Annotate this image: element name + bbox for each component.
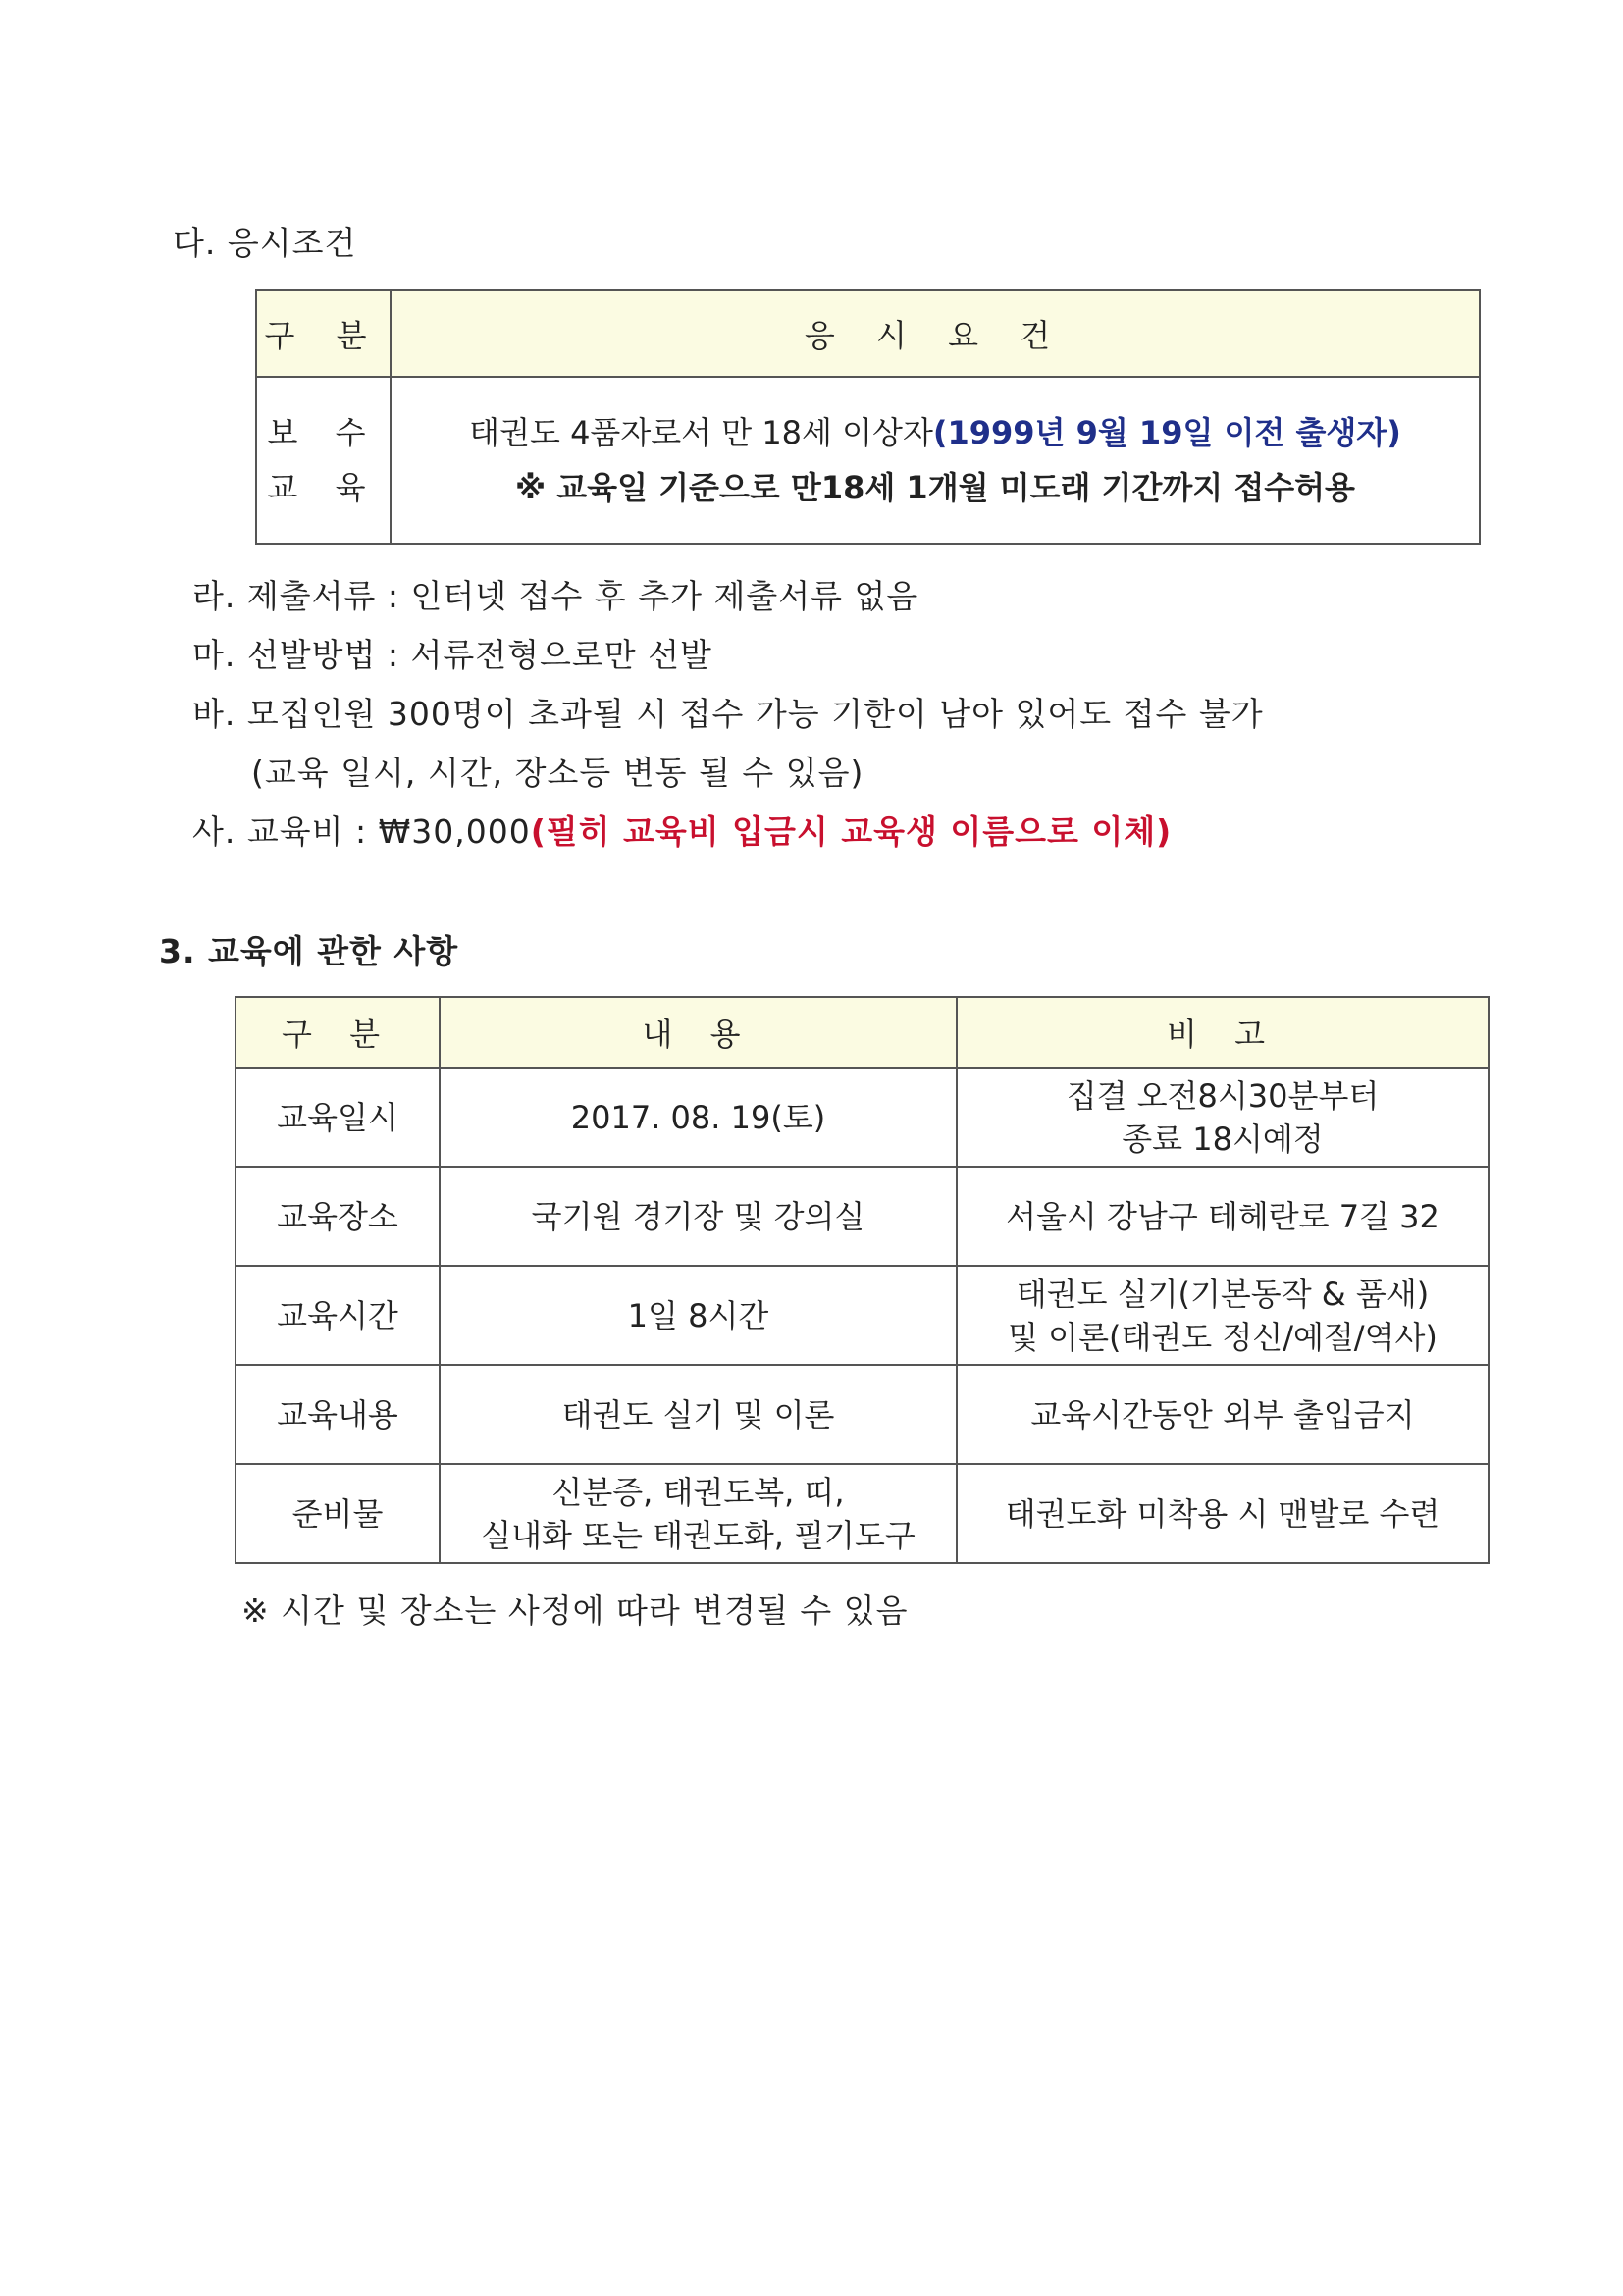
row-note [957,1266,1489,1365]
row-content: 2017. 08. 19(토) [440,1068,957,1167]
category-line2: 교 육 [267,469,380,506]
requirements-table [255,289,1481,545]
header-category: 구 분 [236,997,440,1068]
table-row [236,1266,1489,1365]
row-note: 태권도화 미착용 시 맨발로 수련 [957,1464,1489,1563]
requirements-cell [391,377,1480,544]
item-ba-note: (교육 일시, 시간, 장소등 변동 될 수 있음) [251,754,864,792]
header-requirements: 응 시 요 건 [391,290,1480,377]
row-note [957,1068,1489,1167]
item-ba: 바. 모집인원 300명이 초과될 시 접수 가능 기한이 남아 있어도 접수 불가 [192,695,1264,733]
row-content: 1일 8시간 [440,1266,957,1365]
item-sa-highlight: (필히 교육비 입금시 교육생 이름으로 이체) [530,812,1173,851]
row-note-line2: 종료 18시예정 [1122,1120,1324,1158]
table-row [236,1068,1489,1167]
requirement-birth-highlight: (1999년 9월 19일 이전 출생자) [932,414,1401,451]
section-3-title: 3. 교육에 관한 사항 [159,932,459,970]
requirements-row [256,377,1480,544]
row-content-line2: 실내화 또는 태권도화, 필기도구 [481,1516,916,1554]
row-category: 교육시간 [236,1266,440,1365]
category-cell [256,377,391,544]
education-table [235,996,1490,1564]
table-row [236,1464,1489,1563]
row-category: 교육장소 [236,1167,440,1266]
row-note-line1: 태권도 실기(기본동작 & 품새) [1016,1275,1430,1313]
row-category: 교육내용 [236,1365,440,1464]
item-ra: 라. 제출서류 : 인터넷 접수 후 추가 제출서류 없음 [192,577,919,615]
item-ma: 마. 선발방법 : 서류전형으로만 선발 [192,636,712,674]
table-row [236,1167,1489,1266]
row-content: 태권도 실기 및 이론 [440,1365,957,1464]
item-sa-fee: 사. 교육비 : ₩30,000 [192,812,531,851]
category-line1: 보 수 [267,414,380,451]
row-note-line2: 및 이론(태권도 정신/예절/역사) [1008,1318,1438,1356]
requirement-line1 [392,405,1479,460]
row-note: 교육시간동안 외부 출입금지 [957,1365,1489,1464]
row-category: 준비물 [236,1464,440,1563]
header-category: 구 분 [256,290,391,377]
table-row [236,1365,1489,1464]
education-header-row [236,997,1489,1068]
row-content [440,1464,957,1563]
row-content-line1: 신분증, 태권도복, 띠, [551,1473,845,1511]
row-category: 교육일시 [236,1068,440,1167]
requirements-header-row [256,290,1480,377]
header-note: 비 고 [957,997,1489,1068]
requirement-age-text: 태권도 4품자로서 만 18세 이상자 [469,414,933,451]
header-content: 내 용 [440,997,957,1068]
row-content: 국기원 경기장 및 강의실 [440,1167,957,1266]
footnote: ※ 시간 및 장소는 사정에 따라 변경될 수 있음 [241,1592,909,1630]
row-note: 서울시 강남구 테헤란로 7길 32 [957,1167,1489,1266]
section-da-title: 다. 응시조건 [173,224,357,262]
item-sa [192,807,1172,853]
requirement-line2: ※ 교육일 기준으로 만18세 1개월 미도래 기간까지 접수허용 [515,469,1355,506]
row-note-line1: 집결 오전8시30분부터 [1066,1076,1380,1115]
